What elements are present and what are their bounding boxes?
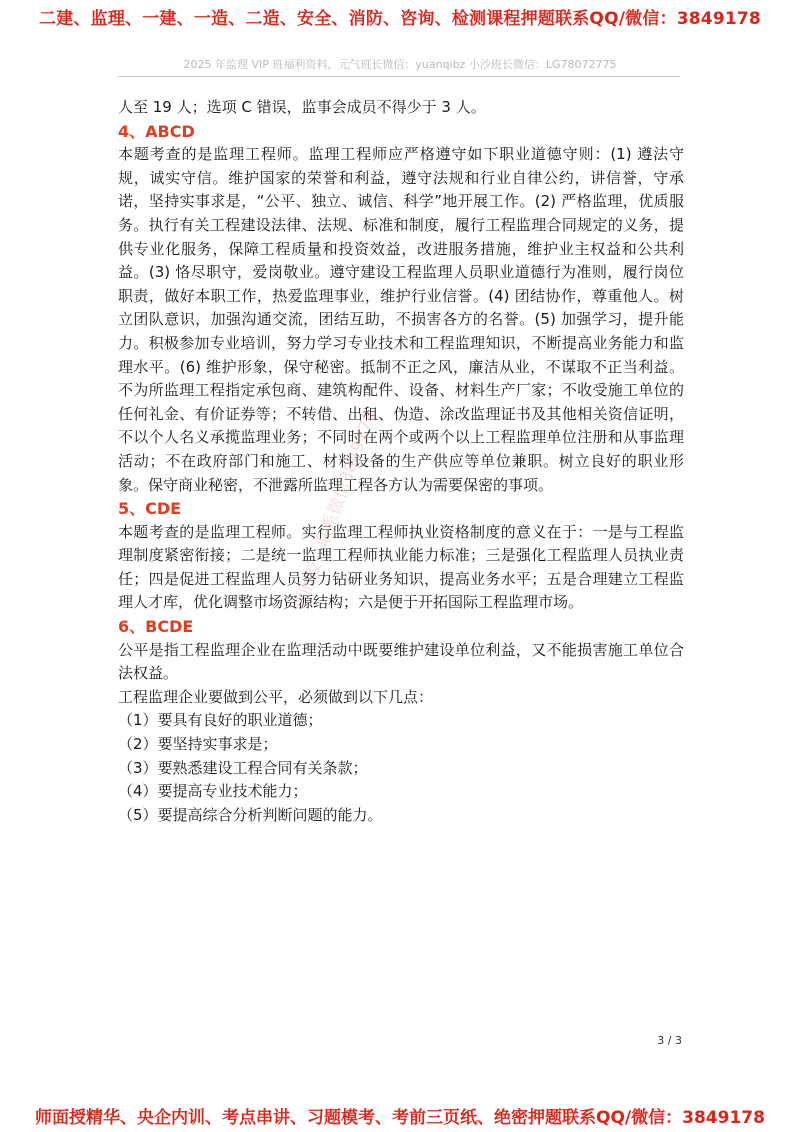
- answer-heading-4: 4、ABCD: [118, 121, 195, 141]
- paragraph-continuation: 人至 19 人；选项 C 错误，监事会成员不得少于 3 人。: [118, 98, 486, 116]
- bottom-promo-banner: 师面授精华、央企内训、考点串讲、习题模考、考前三页纸、绝密押题联系QQ/微信：3849178: [35, 1108, 765, 1128]
- answer-heading-6: 6、BCDE: [118, 617, 194, 637]
- explanation-5: 本题考查的是监理工程师。实行监理工程师执业资格制度的意义在于：一是与工程监理制度紧密衔接；二是统一监理工程师执业能力标准；三是强化工程监理人员执业责任；四是促进工程监理人员努力钻研业务知识，提高业务水平；五是合理建立工程监理人才库，优化调整市场资源结构；六是便于开拓国际工程监理市场。: [118, 522, 684, 612]
- list-item: （3）要熟悉建设工程合同有关条款；: [118, 758, 368, 777]
- page-number: 3 / 3: [657, 1034, 682, 1047]
- top-promo-banner: 二建、监理、一建、一造、二造、安全、消防、咨询、检测课程押题联系QQ/微信：3849178: [39, 9, 761, 29]
- answer-heading-5: 5、CDE: [118, 499, 182, 519]
- list-item: （5）要提高综合分析判断问题的能力。: [118, 805, 383, 824]
- explanation-6: 公平是指工程监理企业在监理活动中既要维护建设单位利益，又不能损害施工单位合法权益。: [118, 640, 684, 683]
- watermark: 师面授—联系微信3849178: [289, 407, 381, 614]
- list-item: （4）要提高专业技术能力；: [118, 782, 308, 801]
- document-body: [118, 96, 684, 827]
- explanation-4: 本题考查的是监理工程师。监理工程师应严格遵守如下职业道德守则：(1) 遵法守规，诚实守信。维护国家的荣誉和利益，遵守法规和行业自律公约，讲信誉，守承诺，坚持实事求是，“公平、独立、诚信、科学”地开展工作。(2) 严格监理，优质服务。执行有关工程建设法律、法规、标准和制度，履行工程监理合同规定的义务，提供专业化服务，保障工程质量和投资效益，改进服务措施，维护业主权益和公共利益。(3) 恪尽职守，爱岗敬业。遵守建设工程监理人员职业道德行为准则，履行岗位职责，做好本职工作，热爱监理事业，维护行业信誉。(4) 团结协作，尊重他人。树立团队意识，加强沟通交流，团结互助，不损害各方的名誉。(5) 加强学习，提升能力。积极参加专业培训，努力学习专业技术和工程监理知识，不断提高业务能力和监理水平。(6) 维护形象，保守秘密。抵制不正之风，廉洁从业，不谋取不正当利益。不为所监理工程指定承包商、建筑构配件、设备、材料生产厂家；不收受施工单位的任何礼金、有价证券等；不转借、出租、伪造、涂改监理证书及其他相关资信证明，不以个人名义承揽监理业务；不同时在两个或两个以上工程监理单位注册和从事监理活动；不在政府部门和施工、材料设备的生产供应等单位兼职。树立良好的职业形象。保守商业秘密，不泄露所监理工程各方认为需要保密的事项。: [118, 145, 684, 494]
- list-item: （2）要坚持实事求是；: [118, 735, 278, 754]
- list-item: （1）要具有良好的职业道德；: [118, 711, 323, 730]
- page-header: 2025 年监理 VIP 班福利资料，元气班长微信：yuanqibz 小沙班长微信：LG78072775: [183, 58, 617, 71]
- header-divider: [118, 76, 680, 77]
- list-intro: 工程监理企业要做到公平，必须做到以下几点：: [118, 687, 434, 706]
